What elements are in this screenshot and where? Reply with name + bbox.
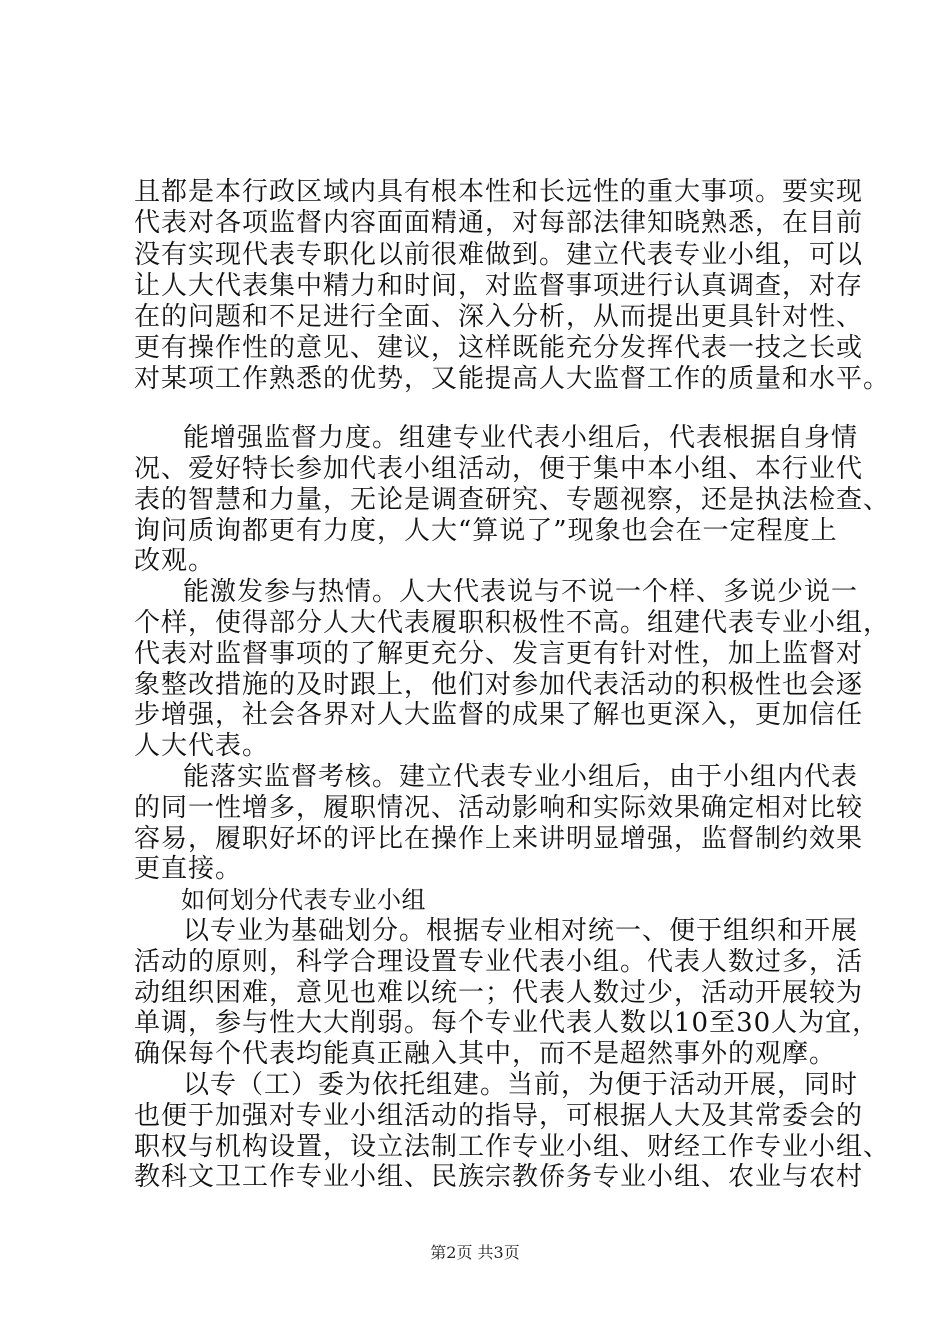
text-line: 改观。	[134, 546, 216, 576]
text-line: 没有实现代表专职化以前很难做到。建立代表专业小组，可以	[134, 240, 864, 270]
page-number-footer: 第2页 共3页	[430, 1243, 520, 1262]
text-line: 单调，参与性大大削弱。每个专业代表人数以10至30人为宜，	[134, 1008, 880, 1038]
text-line: 代表对监督事项的了解更充分、发言更有针对性，加上监督对	[134, 639, 864, 669]
text-line: 询问质询都更有力度，人大“算说了”现象也会在一定程度上	[134, 516, 838, 546]
text-line: 活动的原则，科学合理设置专业代表小组。代表人数过多，活	[134, 947, 864, 977]
text-line: 步增强，社会各界对人大监督的成果了解也更深入，更加信任	[134, 700, 864, 730]
text-line: 代表对各项监督内容面面精通，对每部法律知晓熟悉，在目前	[134, 208, 864, 238]
text-line: 更直接。	[134, 854, 243, 884]
text-line: 以专业为基础划分。根据专业相对统一、便于组织和开展	[183, 916, 859, 946]
text-line: 能落实监督考核。建立代表专业小组后，由于小组内代表	[183, 762, 859, 792]
text-line: 以专（工）委为依托组建。当前，为便于活动开展，同时	[183, 1070, 859, 1100]
text-line: 人大代表。	[134, 731, 270, 761]
text-line: 确保每个代表均能真正融入其中，而不是超然事外的观摩。	[134, 1039, 837, 1069]
text-line: 况、爱好特长参加代表小组活动，便于集中本小组、本行业代	[134, 454, 864, 484]
text-line: 能激发参与热情。人大代表说与不说一个样、多说少说一	[183, 577, 859, 607]
text-line: 且都是本行政区域内具有根本性和长远性的重大事项。要实现	[134, 177, 864, 207]
text-line: 教科文卫工作专业小组、民族宗教侨务专业小组、农业与农村	[134, 1162, 864, 1192]
text-line: 也便于加强对专业小组活动的指导，可根据人大及其常委会的	[134, 1101, 864, 1131]
text-line: 个样，使得部分人大代表履职积极性不高。组建代表专业小组，	[134, 608, 891, 638]
text-line: 动组织困难，意见也难以统一；代表人数过少，活动开展较为	[134, 978, 864, 1008]
text-line: 的同一性增多，履职情况、活动影响和实际效果确定相对比较	[134, 793, 864, 823]
text-line: 对某项工作熟悉的优势，又能提高人大监督工作的质量和水平。	[134, 364, 891, 394]
text-line: 容易，履职好坏的评比在操作上来讲明显增强，监督制约效果	[134, 824, 864, 854]
text-line: 职权与机构设置，设立法制工作专业小组、财经工作专业小组、	[134, 1132, 891, 1162]
text-line: 让人大代表集中精力和时间，对监督事项进行认真调查，对存	[134, 271, 864, 301]
text-line: 在的问题和不足进行全面、深入分析，从而提出更具针对性、	[134, 302, 864, 332]
text-line: 象整改措施的及时跟上，他们对参加代表活动的积极性也会逐	[134, 670, 864, 700]
text-line: 更有操作性的意见、建议，这样既能充分发挥代表一技之长或	[134, 333, 864, 363]
text-line: 能增强监督力度。组建专业代表小组后，代表根据自身情	[183, 423, 859, 453]
text-line: 表的智慧和力量，无论是调查研究、专题视察，还是执法检查、	[134, 485, 891, 515]
section-heading: 如何划分代表专业小组	[181, 886, 426, 914]
